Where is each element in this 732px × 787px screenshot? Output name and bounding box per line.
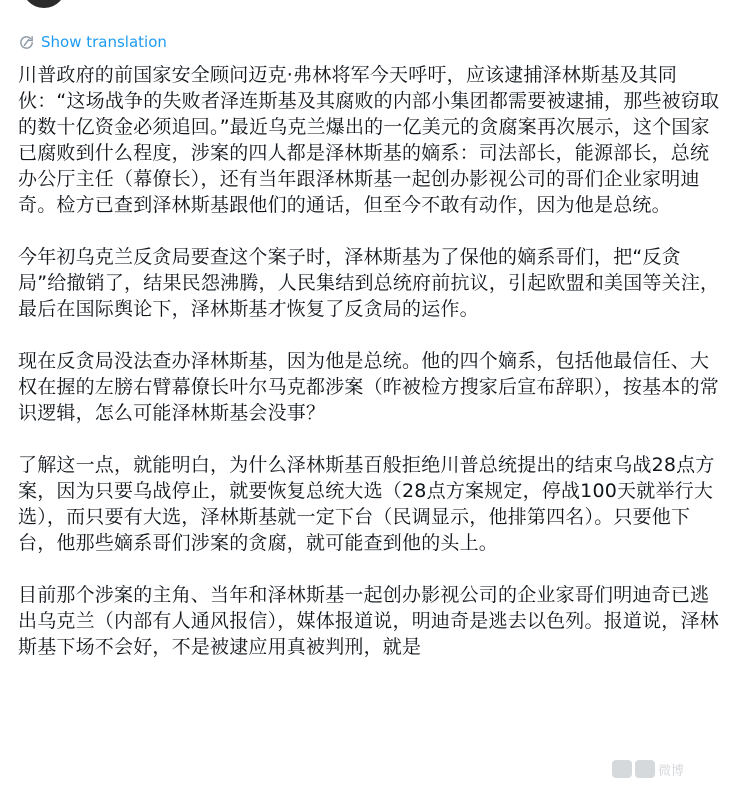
avatar[interactable] [22,0,66,8]
show-translation-label: Show translation [41,33,167,51]
translate-icon [18,34,35,51]
tweet-paragraph: 川普政府的前国家安全顾问迈克·弗林将军今天呼吁，应该逮捕泽林斯基及其同伙：“这场战争的失败者泽连斯基及其腐败的内部小集团都需要被逮捕，那些被窃取的数十亿资金必须追回。”最近乌克兰爆出的一亿美元的贪腐案再次展示，这个国家已腐败到什么程度，涉案的四人都是泽林斯基的嫡系：司法部长，能源部长，总统办公厅主任（幕僚长），还有当年跟泽林斯基一起创办影视公司的哥们企业家明迪奇。检方已查到泽林斯基跟他们的通话，但至今不敢有动作，因为他是总统。 [18,64,720,216]
tweet-paragraph: 现在反贪局没法查办泽林斯基，因为他是总统。他的四个嫡系，包括他最信任、大权在握的左膀右臂幕僚长叶尔马克都涉案（昨被检方搜家后宣布辞职），按基本的常识逻辑，怎么可能泽林斯基会没事？ [18,350,719,424]
watermark-logo-icon [612,760,632,778]
tweet-paragraph: 目前那个涉案的主角、当年和泽林斯基一起创办影视公司的企业家哥们明迪奇已逃出乌克兰（内部有人通风报信），媒体报道说，明迪奇是逃去以色列。报道说，泽林斯基下场不会好，不是被逮应用真被判刑，就是 [18,584,719,658]
tweet-paragraph: 今年初乌克兰反贪局要查这个案子时，泽林斯基为了保他的嫡系哥们，把“反贪局”给撤销了，结果民怨沸腾，人民集结到总统府前抗议，引起欧盟和美国等关注，最后在国际舆论下，泽林斯基才恢复了反贪局的运作。 [18,246,720,320]
tweet-paragraph: 了解这一点，就能明白，为什么泽林斯基百般拒绝川普总统提出的结束乌战28点方案，因为只要乌战停止，就要恢复总统大选（28点方案规定，停战100天就举行大选），而只要有大选，泽林斯基就一定下台（民调显示，他排第四名）。只要他下台，他那些嫡系哥们涉案的贪腐，就可能查到他的头上。 [18,454,715,554]
tweet-header [0,0,732,12]
watermark-logo-icon [635,760,655,778]
watermark [612,757,722,781]
watermark-text: 微博 [658,763,685,779]
show-translation-button[interactable] [18,33,167,51]
tweet-text [18,62,722,686]
